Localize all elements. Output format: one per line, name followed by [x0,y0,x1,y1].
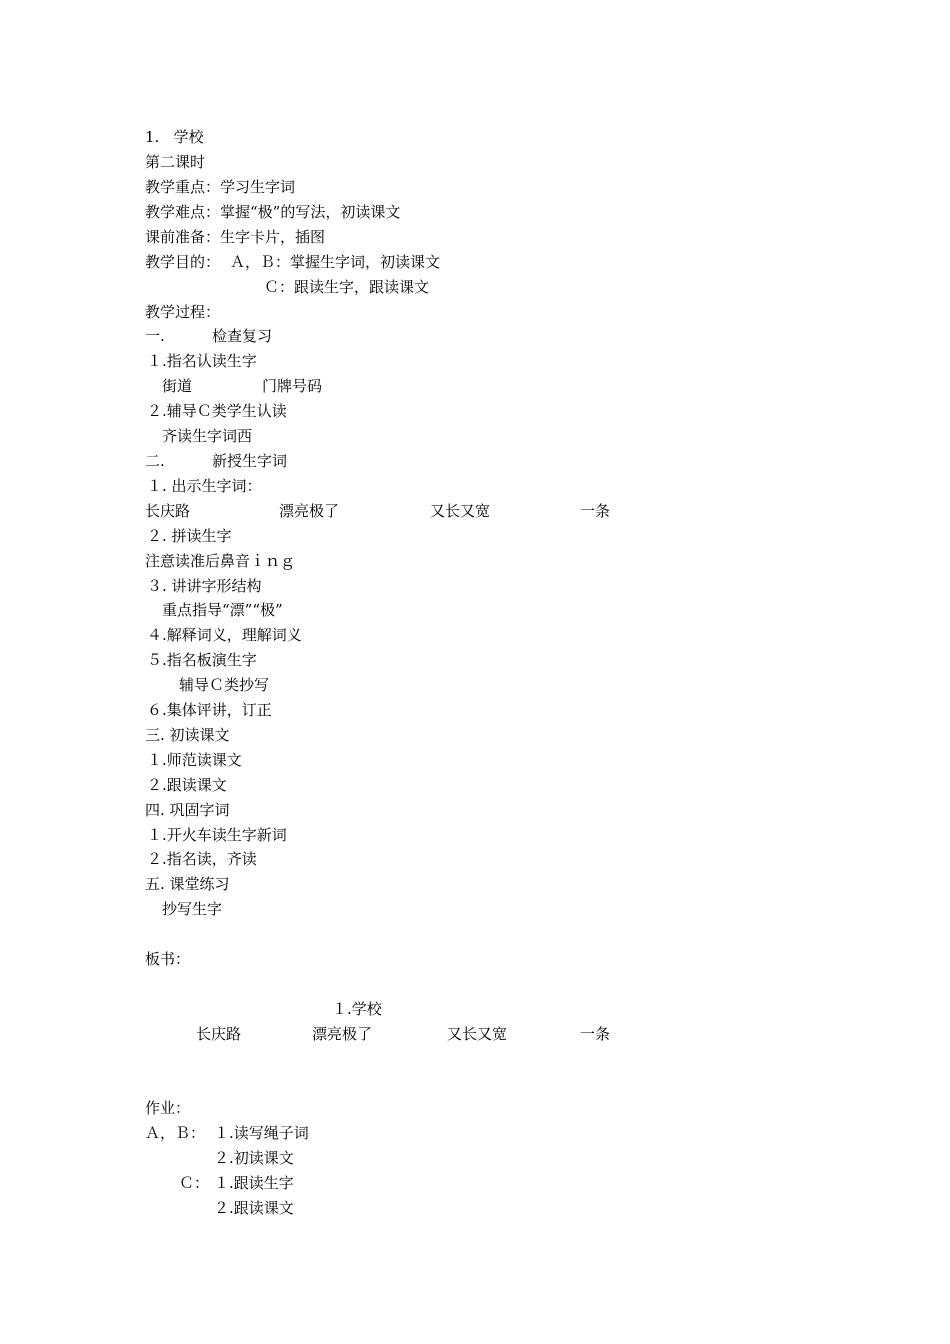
section-2-item-3: ３. 讲讲字形结构 [147,577,262,595]
lesson-period: 第二课时 [145,153,206,171]
key-points: 教学重点：学习生字词 [145,178,296,196]
section-2-number: 二. [145,452,165,470]
section-1-word-1: 街道 [162,377,193,395]
homework-c-item-2: ２.跟读课文 [214,1199,294,1217]
goals-label: 教学目的： [145,253,221,271]
section-2-word-1: 长庆路 [145,502,191,520]
section-4-item-1: １.开火车读生字新词 [147,826,287,844]
section-1-item-3: 齐读生字词西 [162,427,253,445]
board-word-3: 又长又宽 [447,1025,508,1043]
section-4-item-2: ２.指名读，齐读 [147,850,257,868]
section-2-item-6: ６.集体评讲，订正 [147,701,272,719]
section-2-item-3-note: 重点指导“漂”“极” [162,601,283,619]
section-4-title: 四. 巩固字词 [145,801,230,819]
section-2-word-2: 漂亮极了 [279,502,340,520]
section-3-title: 三. 初读课文 [145,726,230,744]
difficulties: 教学难点：掌握“极”的写法，初读课文 [145,203,401,221]
section-2-title: 新授生字词 [212,452,288,470]
board-label: 板书： [145,950,191,968]
section-2-item-4: ４.解释词义，理解词义 [147,626,302,644]
section-2-item-5-note: 辅导Ｃ类抄写 [179,676,270,694]
section-3-item-1: １.师范读课文 [147,751,242,769]
section-1-title: 检查复习 [212,327,273,345]
section-2-item-2-note: 注意读准后鼻音ｉｎｇ [145,552,296,570]
homework-label: 作业： [145,1099,191,1117]
section-5-item-1: 抄写生字 [162,900,223,918]
board-word-2: 漂亮极了 [312,1025,373,1043]
section-2-word-3: 又长又宽 [430,502,491,520]
preparation: 课前准备：生字卡片，插图 [145,228,326,246]
section-2-item-2: ２. 拼读生字 [147,527,232,545]
section-2-item-1: １. 出示生字词： [147,477,262,495]
homework-ab-item-1: １.读写绳子词 [214,1124,309,1142]
homework-c-item-1: １.跟读生字 [214,1174,294,1192]
section-1-word-2: 门牌号码 [262,377,323,395]
section-1-item-1: １.指名认读生字 [147,352,257,370]
process-label: 教学过程： [145,303,221,321]
lesson-title: 1. 学校 [145,128,204,146]
goals-c: Ｃ：跟读生字，跟读课文 [264,278,430,296]
section-1-number: 一. [145,327,165,345]
homework-ab-item-2: ２.初读课文 [214,1149,294,1167]
section-3-item-2: ２.跟读课文 [147,776,227,794]
goals-ab: Ａ，Ｂ：掌握生字词，初读课文 [230,253,441,271]
board-title: １.学校 [332,1000,382,1018]
homework-ab-label: Ａ，Ｂ： [145,1124,206,1142]
section-2-word-4: 一条 [580,502,611,520]
board-word-4: 一条 [580,1025,611,1043]
section-5-title: 五. 课堂练习 [145,875,230,893]
section-2-item-5: ５.指名板演生字 [147,651,257,669]
homework-c-label: Ｃ： [179,1174,210,1192]
section-1-item-2: ２.辅导Ｃ类学生认读 [147,402,287,420]
board-word-1: 长庆路 [196,1025,242,1043]
